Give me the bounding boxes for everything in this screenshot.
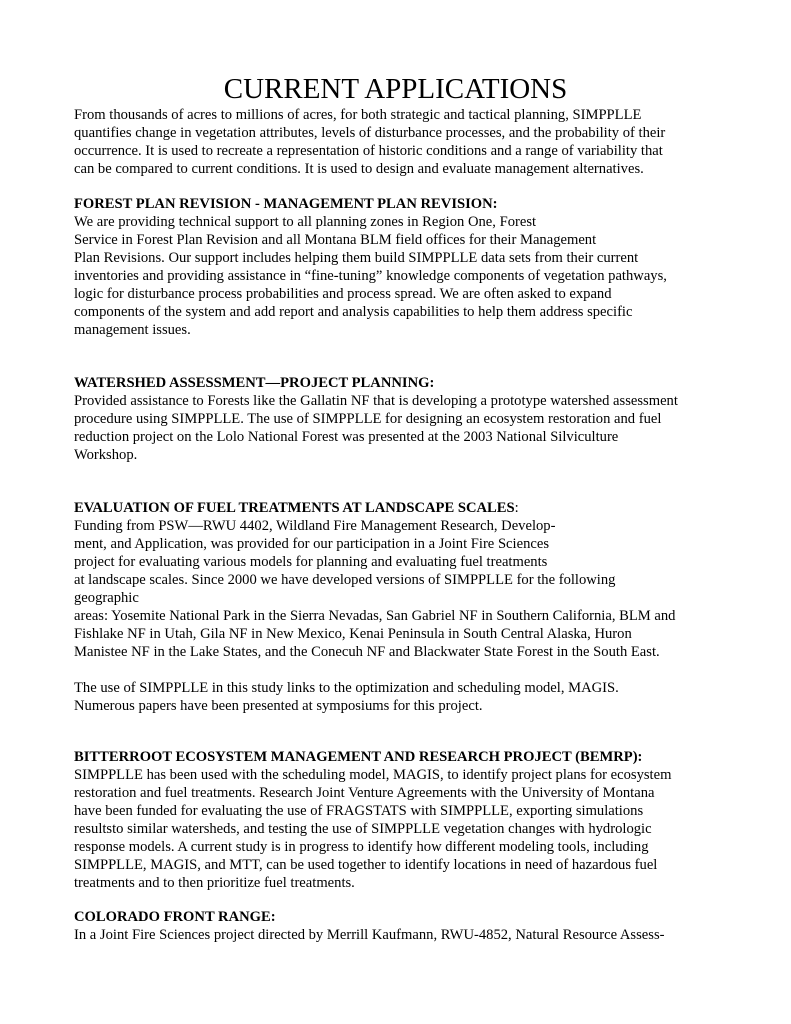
section-line: SIMPPLLE, MAGIS, and MTT, can be used together to identify locations in need of hazardous fuel [74,857,658,873]
section-forest-plan-revision [74,195,764,339]
section-line: geographic [74,590,139,606]
section-heading: EVALUATION OF FUEL TREATMENTS AT LANDSCAPE SCALES: [74,500,519,516]
section-fuel-treatments [74,499,764,661]
section-line: ment, and Application, was provided for our participation in a Joint Fire Sciences [74,536,549,552]
section-heading: WATERSHED ASSESSMENT—PROJECT PLANNING: [74,375,435,391]
section-line: Workshop. [74,447,138,463]
section-line: have been funded for evaluating the use of FRAGSTATS with SIMPPLLE, exporting simulations [74,803,644,819]
section-line: Funding from PSW—RWU 4402, Wildland Fire Management Research, Develop- [74,518,556,534]
section-line: The use of SIMPPLLE in this study links to the optimization and scheduling model, MAGIS. [74,680,619,696]
section-line: Manistee NF in the Lake States, and the Conecuh NF and Blackwater State Forest in the South East. [74,644,660,660]
section-line: Numerous papers have been presented at symposiums for this project. [74,698,483,714]
section-line: restoration and fuel treatments. Research Joint Venture Agreements with the University of Montana [74,785,655,801]
intro-line: quantifies change in vegetation attributes, levels of disturbance processes, and the probability of their [74,125,666,141]
section-line: SIMPPLLE has been used with the scheduling model, MAGIS, to identify project plans for ecosystem [74,767,672,783]
section-line: logic for disturbance process probabilities and process spread. We are often asked to expand [74,286,612,302]
section-line: reduction project on the Lolo National Forest was presented at the 2003 National Silviculture [74,429,619,445]
intro-line: occurrence. It is used to recreate a representation of historic conditions and a range of variability that [74,143,663,159]
section-heading: FOREST PLAN REVISION - MANAGEMENT PLAN REVISION: [74,196,498,212]
section-line: resultsto similar watersheds, and testing the use of SIMPPLLE vegetation changes with hydrologic [74,821,652,837]
section-line: response models. A current study is in progress to identify how different modeling tools, including [74,839,649,855]
section-line: management issues. [74,322,191,338]
section-watershed-assessment [74,374,764,464]
section-line: at landscape scales. Since 2000 we have developed versions of SIMPPLLE for the following [74,572,616,588]
section-fuel-treatments-followup [74,679,764,715]
section-heading: BITTERROOT ECOSYSTEM MANAGEMENT AND RESEARCH PROJECT (BEMRP): [74,749,643,765]
section-bemrp [74,748,764,892]
intro-paragraph [74,106,764,178]
section-line: Provided assistance to Forests like the Gallatin NF that is developing a prototype watershed assessment [74,393,678,409]
section-heading: COLORADO FRONT RANGE: [74,909,276,925]
page-title: CURRENT APPLICATIONS [223,73,568,105]
section-line: Fishlake NF in Utah, Gila NF in New Mexico, Kenai Peninsula in South Central Alaska, Huron [74,626,632,642]
section-line: inventories and providing assistance in “fine-tuning” knowledge components of vegetation pathways, [74,268,667,284]
section-line: areas: Yosemite National Park in the Sierra Nevadas, San Gabriel NF in Southern California, BLM and [74,608,676,624]
section-line: treatments and to then prioritize fuel treatments. [74,875,355,891]
section-line: components of the system and add report and analysis capabilities to help them address specific [74,304,633,320]
intro-line: From thousands of acres to millions of acres, for both strategic and tactical planning, SIMPPLLE [74,107,642,123]
section-line: We are providing technical support to all planning zones in Region One, Forest [74,214,537,230]
section-colorado-front-range [74,908,764,944]
section-line: Service in Forest Plan Revision and all Montana BLM field offices for their Management [74,232,597,248]
section-line: procedure using SIMPPLLE. The use of SIMPPLLE for designing an ecosystem restoration and fuel [74,411,662,427]
section-line: Plan Revisions. Our support includes helping them build SIMPPLLE data sets from their current [74,250,639,266]
section-line: In a Joint Fire Sciences project directed by Merrill Kaufmann, RWU-4852, Natural Resource Assess- [74,927,665,943]
section-line: project for evaluating various models for planning and evaluating fuel treatments [74,554,548,570]
intro-line: can be compared to current conditions. It is used to design and evaluate management alternatives. [74,161,644,177]
